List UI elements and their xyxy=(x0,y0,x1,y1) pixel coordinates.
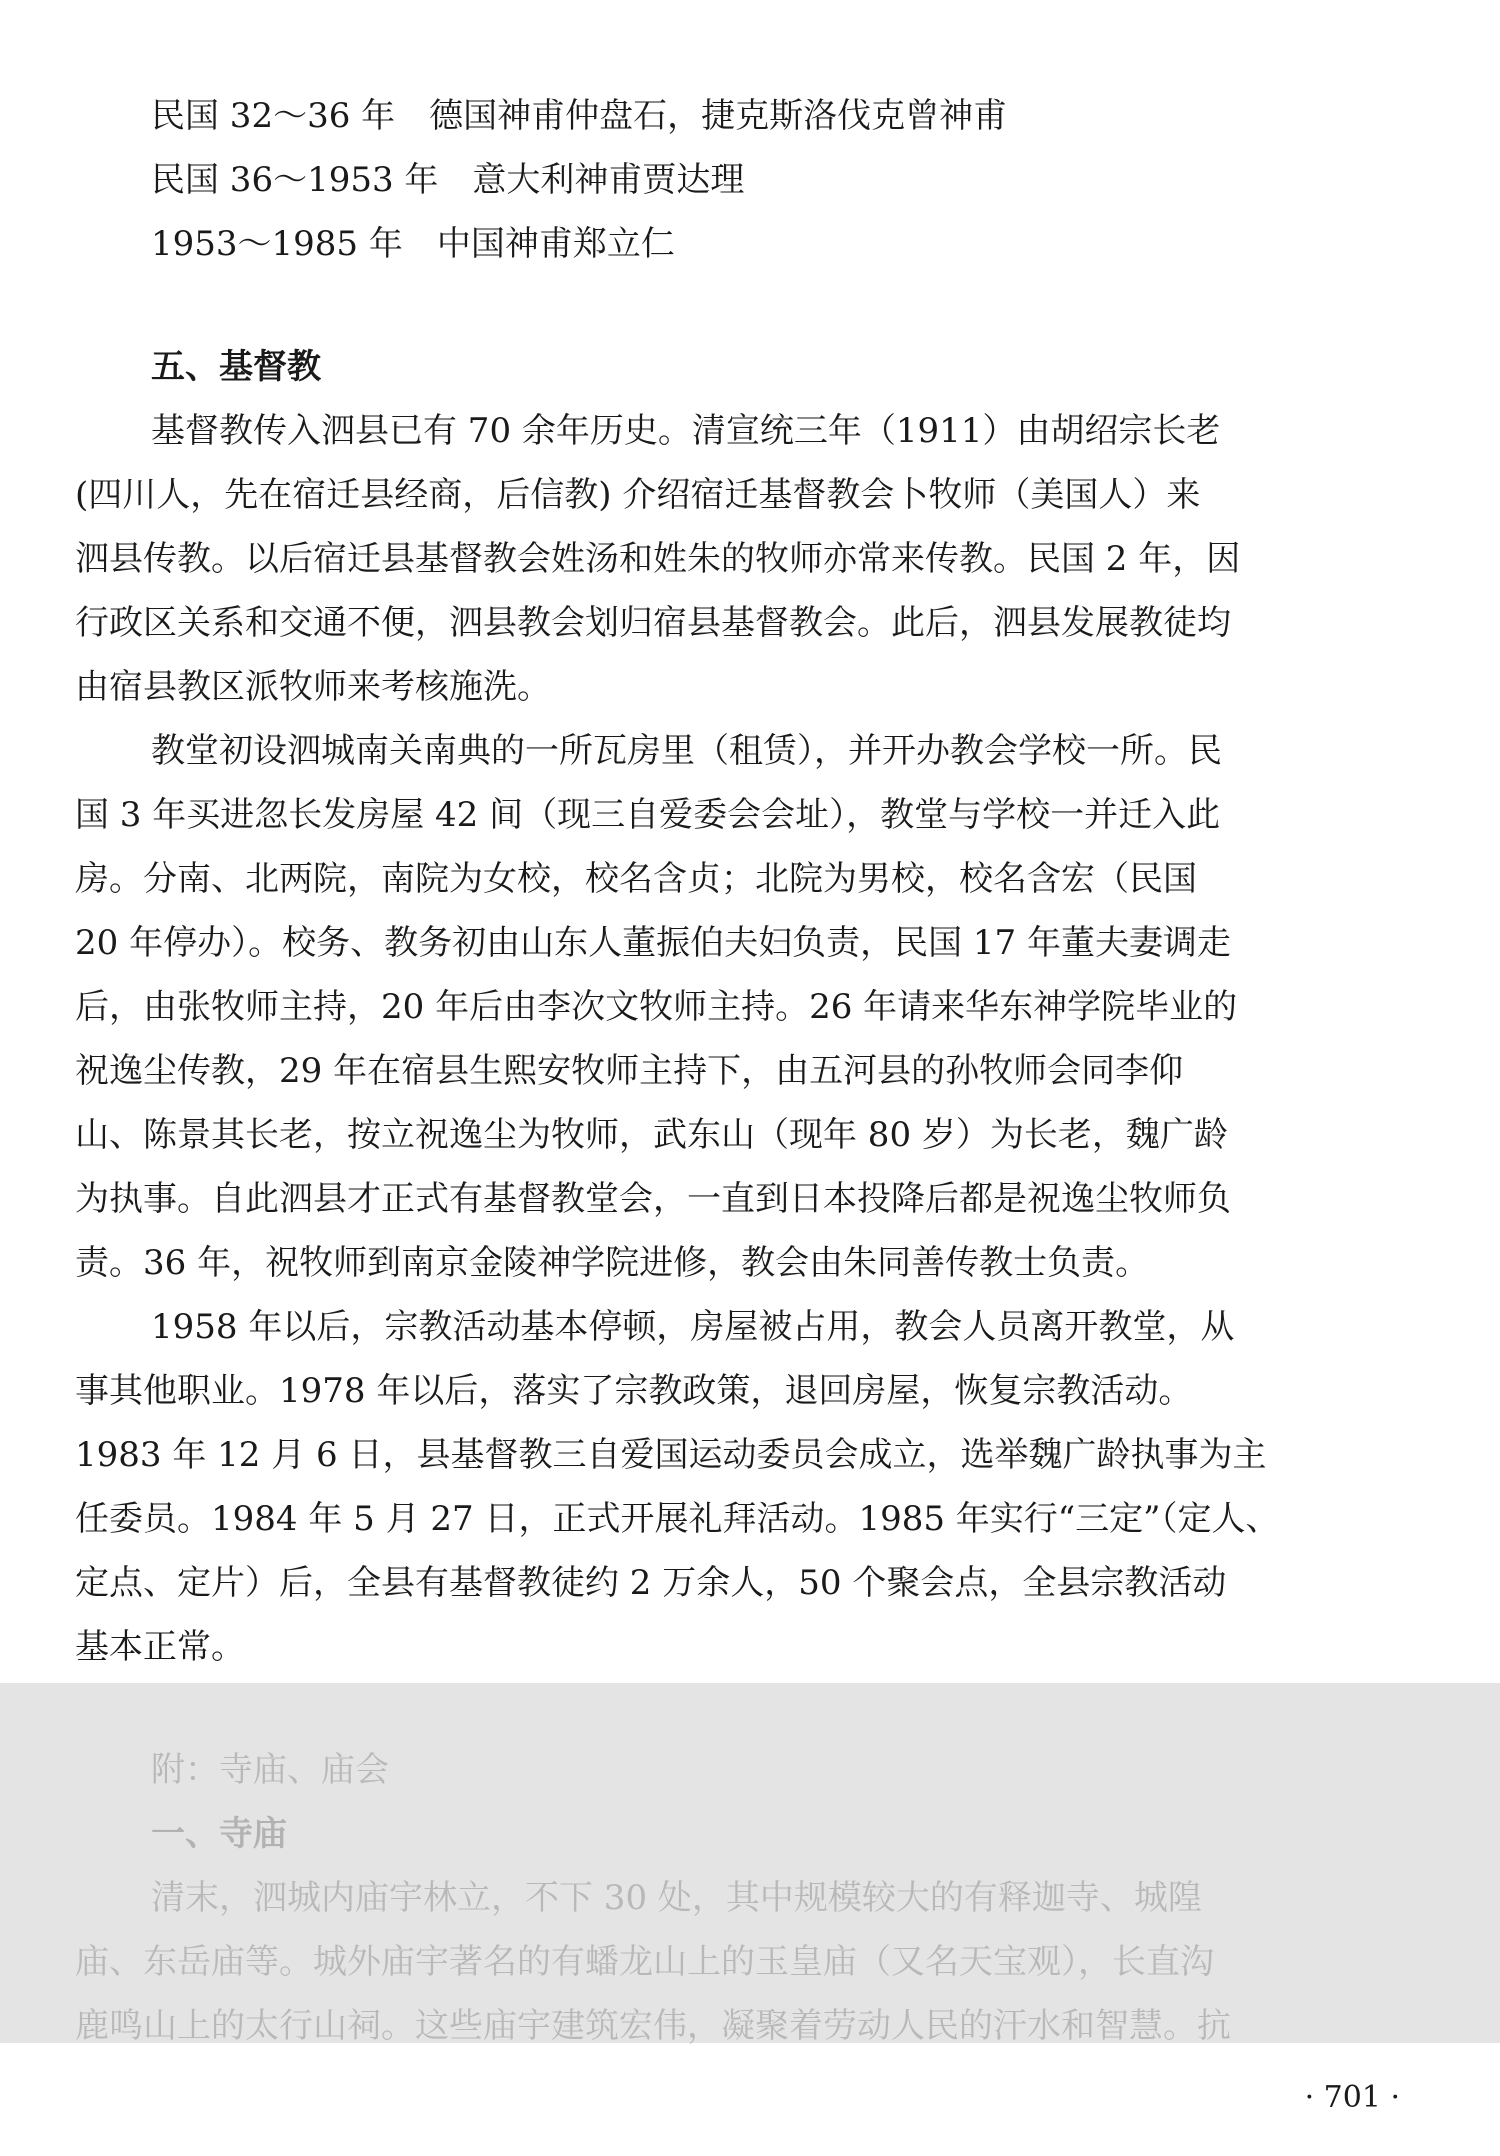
clergy-list-item: 民国 32～36 年 德国神甫仲盘石，捷克斯洛伐克曾神甫 xyxy=(151,96,1008,136)
appendix-title: 附：寺庙、庙会 xyxy=(151,1750,389,1790)
section-heading: 五、基督教 xyxy=(151,347,321,387)
paragraph-line: 国 3 年买进忽长发房屋 42 间（现三自爱委会会址），教堂与学校一并迁入此 xyxy=(75,795,1221,835)
paragraph-line: 泗县传教。以后宿迁县基督教会姓汤和姓朱的牧师亦常来传教。民国 2 年，因 xyxy=(75,539,1241,579)
paragraph-line: (四川人，先在宿迁县经商，后信教) 介绍宿迁基督教会卜牧师（美国人）来 xyxy=(75,475,1201,515)
paragraph-line: 责。36 年，祝牧师到南京金陵神学院进修，教会由朱同善传教士负责。 xyxy=(75,1243,1150,1283)
paragraph xyxy=(75,1295,1415,1679)
appendix-line: 庙、东岳庙等。城外庙宇著名的有蟠龙山上的玉皇庙（又名天宝观），长直沟 xyxy=(75,1942,1214,1982)
page-number: · 701 · xyxy=(1304,2080,1400,2115)
paragraph-line: 20 年停办）。校务、教务初由山东人董振伯夫妇负责，民国 17 年董夫妻调走 xyxy=(75,923,1231,963)
paragraph-line: 基督教传入泗县已有 70 余年历史。清宣统三年（1911）由胡绍宗长老 xyxy=(151,411,1221,451)
paragraph-line: 教堂初设泗城南关南典的一所瓦房里（租赁），并开办教会学校一所。民 xyxy=(151,731,1222,771)
paragraph xyxy=(75,399,1415,719)
appendix-line: 清末，泗城内庙宇林立，不下 30 处，其中规模较大的有释迦寺、城隍 xyxy=(151,1878,1202,1918)
paragraph-line: 任委员。1984 年 5 月 27 日，正式开展礼拜活动。1985 年实行“三定”（定人、 xyxy=(75,1499,1280,1539)
paragraph-line: 后，由张牧师主持，20 年后由李次文牧师主持。26 年请来华东神学院毕业的 xyxy=(75,987,1238,1027)
paragraph-line: 房。分南、北两院，南院为女校，校名含贞；北院为男校，校名含宏（民国 xyxy=(75,859,1197,899)
paragraph-line: 由宿县教区派牧师来考核施洗。 xyxy=(75,667,551,707)
appendix-block xyxy=(75,1738,1415,2058)
paragraph-line: 定点、定片）后，全县有基督教徒约 2 万余人，50 个聚会点，全县宗教活动 xyxy=(75,1563,1227,1603)
paragraph-line: 山、陈景其长老，按立祝逸尘为牧师，武东山（现年 80 岁）为长老，魏广龄 xyxy=(75,1115,1228,1155)
clergy-list-item: 1953～1985 年 中国神甫郑立仁 xyxy=(151,224,675,264)
paragraph-line: 1983 年 12 月 6 日，县基督教三自爱国运动委员会成立，选举魏广龄执事为主 xyxy=(75,1435,1267,1475)
paragraph-line: 祝逸尘传教，29 年在宿县生熙安牧师主持下，由五河县的孙牧师会同李仰 xyxy=(75,1051,1184,1091)
appendix-heading: 一、寺庙 xyxy=(151,1814,287,1854)
clergy-list-item: 民国 36～1953 年 意大利神甫贾达理 xyxy=(151,160,745,200)
paragraph-line: 基本正常。 xyxy=(75,1627,245,1667)
paragraph-line: 为执事。自此泗县才正式有基督教堂会，一直到日本投降后都是祝逸尘牧师负 xyxy=(75,1179,1231,1219)
paragraph xyxy=(75,719,1415,1295)
appendix-line: 鹿鸣山上的太行山祠。这些庙宇建筑宏伟，凝聚着劳动人民的汗水和智慧。抗 xyxy=(75,2006,1231,2046)
paragraph-line: 事其他职业。1978 年以后，落实了宗教政策，退回房屋，恢复宗教活动。 xyxy=(75,1371,1193,1411)
appendix-faded-band xyxy=(0,1683,1500,2046)
paragraph-line: 1958 年以后，宗教活动基本停顿，房屋被占用，教会人员离开教堂，从 xyxy=(151,1307,1235,1347)
paragraph-line: 行政区关系和交通不便，泗县教会划归宿县基督教会。此后，泗县发展教徒均 xyxy=(75,603,1231,643)
clergy-list xyxy=(75,84,1415,276)
section-christianity xyxy=(75,335,1415,1679)
